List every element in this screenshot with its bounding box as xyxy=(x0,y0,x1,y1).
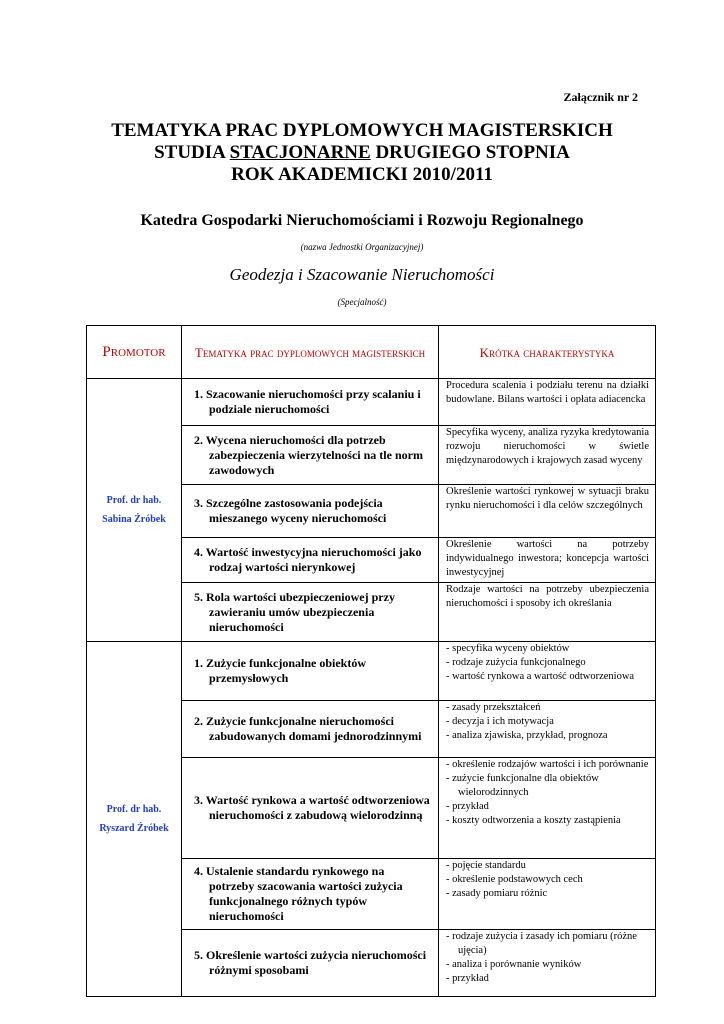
title-line-2 xyxy=(0,142,724,164)
topic-cell xyxy=(182,642,439,701)
description-list-item: - wartość rynkowa a wartość odtworzeniowa xyxy=(446,670,649,684)
topic-cell xyxy=(182,485,439,538)
topic-title: Wartość rynkowa a wartość odtworzeniowa nieruchomości z zabudową wielorodzinną xyxy=(205,793,430,822)
promoter-cell xyxy=(87,379,182,642)
description-list xyxy=(446,701,649,743)
topic-number: 5. xyxy=(194,589,203,604)
description-list-item: - przykład xyxy=(446,800,649,814)
topic-cell xyxy=(182,538,439,583)
title-line-3: ROK AKADEMICKI 2010/2011 xyxy=(231,164,493,185)
promoter-title: Prof. dr hab. xyxy=(106,804,162,815)
promoter-title: Prof. dr hab. xyxy=(106,495,162,506)
description-list xyxy=(446,930,649,986)
description-cell xyxy=(439,701,656,758)
promoter-name: Sabina Źróbek xyxy=(102,514,166,525)
topic-title: Wycena nieruchomości dla potrzeb zabezpieczenia wierzytelności na tle norm zawodowych xyxy=(205,432,423,477)
topic-text xyxy=(188,433,432,478)
table-row xyxy=(87,642,656,701)
description-cell xyxy=(439,538,656,583)
description-list xyxy=(446,758,649,828)
description-list-item: - określenie rodzajów wartości i ich porównanie xyxy=(446,758,649,772)
table-row xyxy=(87,379,656,426)
description-cell xyxy=(439,930,656,997)
topic-title: Ustalenie standardu rynkowego na potrzeby szacowania wartości zużycia funkcjonalnego różnych typów nieruchomości xyxy=(206,864,403,923)
title-line-2-post: DRUGIEGO STOPNIA xyxy=(370,142,570,163)
topic-number: 4. xyxy=(194,545,203,559)
topic-text xyxy=(188,793,432,823)
topic-text xyxy=(188,948,432,978)
description-list-item: - decyzja i ich motywacja xyxy=(446,715,649,729)
description-list xyxy=(446,642,649,684)
topic-number: 4. xyxy=(194,864,203,878)
document-title xyxy=(0,120,724,186)
topic-text xyxy=(188,864,432,924)
topic-cell xyxy=(182,583,439,642)
topic-text xyxy=(188,545,432,575)
topics-table xyxy=(86,325,656,997)
topic-title: Rola wartości ubezpieczeniowej przy zawieraniu umów ubezpieczenia nieruchomości xyxy=(206,589,395,634)
topic-text xyxy=(188,387,432,417)
topic-title: Szczególne zastosowania podejścia mieszanego wyceny nieruchomości xyxy=(206,496,387,525)
description-list-item: - zużycie funkcjonalne dla obiektów wielorodzinnych xyxy=(446,772,649,800)
topic-number: 1. xyxy=(194,656,203,670)
topic-text xyxy=(188,656,432,686)
promoter-name: Ryszard Źróbek xyxy=(99,823,169,834)
header-topics: Tematyka prac dyplomowych magisterskich xyxy=(182,326,439,379)
description-list-item: - koszty odtworzenia a koszty zastąpienia xyxy=(446,814,649,828)
topic-cell xyxy=(182,758,439,859)
description-list-item: - pojęcie standardu xyxy=(446,859,649,873)
department-name: Katedra Gospodarki Nieruchomościami i Rozwoju Regionalnego xyxy=(140,212,584,229)
title-line-2-underlined: STACJONARNE xyxy=(229,142,371,163)
topic-number: 5. xyxy=(194,948,203,962)
description-text: Specyfika wyceny, analiza ryzyka kredytowania rozwoju nieruchomości w świetle międzynarodowych i krajowych zasad wyceny xyxy=(446,427,649,466)
topic-number: 1. xyxy=(194,387,203,401)
topic-text xyxy=(188,590,432,635)
description-cell xyxy=(439,485,656,538)
description-cell xyxy=(439,859,656,930)
title-line-2-pre: STUDIA xyxy=(154,142,230,163)
topic-cell xyxy=(182,930,439,997)
description-list-item: - przykład xyxy=(446,972,649,986)
topic-cell xyxy=(182,859,439,930)
description-cell xyxy=(439,379,656,426)
topic-cell xyxy=(182,426,439,485)
description-list-item: - rodzaje zużycia funkcjonalnego xyxy=(446,656,649,670)
header-promoter: Promotor xyxy=(87,326,182,379)
description-text: Rodzaje wartości na potrzeby ubezpieczenia nieruchomości i sposoby ich określania xyxy=(446,584,649,609)
description-list-item: - analiza zjawiska, przykład, prognoza xyxy=(446,729,649,743)
topic-cell xyxy=(182,701,439,758)
description-list-item: - specyfika wyceny obiektów xyxy=(446,642,649,656)
description-text: Procedura scalenia i podziału terenu na działki budowlane. Bilans wartości i opłata adiacencka xyxy=(446,380,649,405)
topic-number: 2. xyxy=(194,714,203,728)
description-text: Określenie wartości rynkowej w sytuacji braku rynku nieruchomości i dla celów szczególnych xyxy=(446,486,649,511)
department-hint: (nazwa Jednostki Organizacyjnej) xyxy=(300,242,424,252)
topic-title: Szacowanie nieruchomości przy scalaniu i podziale nieruchomości xyxy=(206,387,421,416)
title-line-1: TEMATYKA PRAC DYPLOMOWYCH MAGISTERSKICH xyxy=(111,120,613,141)
topic-number: 2. xyxy=(194,432,203,447)
topic-number: 3. xyxy=(194,793,203,807)
description-cell xyxy=(439,758,656,859)
topic-title: Zużycie funkcjonalne nieruchomości zabudowanych domami jednorodzinnymi xyxy=(206,714,422,743)
promoter-cell xyxy=(87,642,182,997)
description-list xyxy=(446,859,649,901)
description-cell xyxy=(439,642,656,701)
topic-title: Zużycie funkcjonalne obiektów przemysłowych xyxy=(206,656,367,685)
header-description: Krótka charakterystyka xyxy=(439,326,656,379)
description-cell xyxy=(439,583,656,642)
specialty-name: Geodezja i Szacowanie Nieruchomości xyxy=(229,265,495,284)
description-list-item: - zasady pomiaru różnic xyxy=(446,887,649,901)
description-text: Określenie wartości na potrzeby indywidualnego inwestora; koncepcja wartości inwestycyjnej xyxy=(446,539,649,578)
topic-title: Wartość inwestycyjna nieruchomości jako rodzaj wartości nierynkowej xyxy=(205,545,422,574)
description-list-item: - zasady przekształceń xyxy=(446,701,649,715)
description-list-item: - rodzaje zużycia i zasady ich pomiaru (różne ujęcia) xyxy=(446,930,649,958)
description-cell xyxy=(439,426,656,485)
description-list-item: - analiza i porównanie wyników xyxy=(446,958,649,972)
topic-cell xyxy=(182,379,439,426)
topic-text xyxy=(188,496,432,526)
description-list-item: - określenie podstawowych cech xyxy=(446,873,649,887)
specialty-hint: (Specjalność) xyxy=(337,297,387,307)
topic-number: 3. xyxy=(194,496,203,510)
topic-title: Określenie wartości zużycia nieruchomości różnymi sposobami xyxy=(206,948,427,977)
topic-text xyxy=(188,714,432,744)
annex-label: Załącznik nr 2 xyxy=(563,90,638,104)
